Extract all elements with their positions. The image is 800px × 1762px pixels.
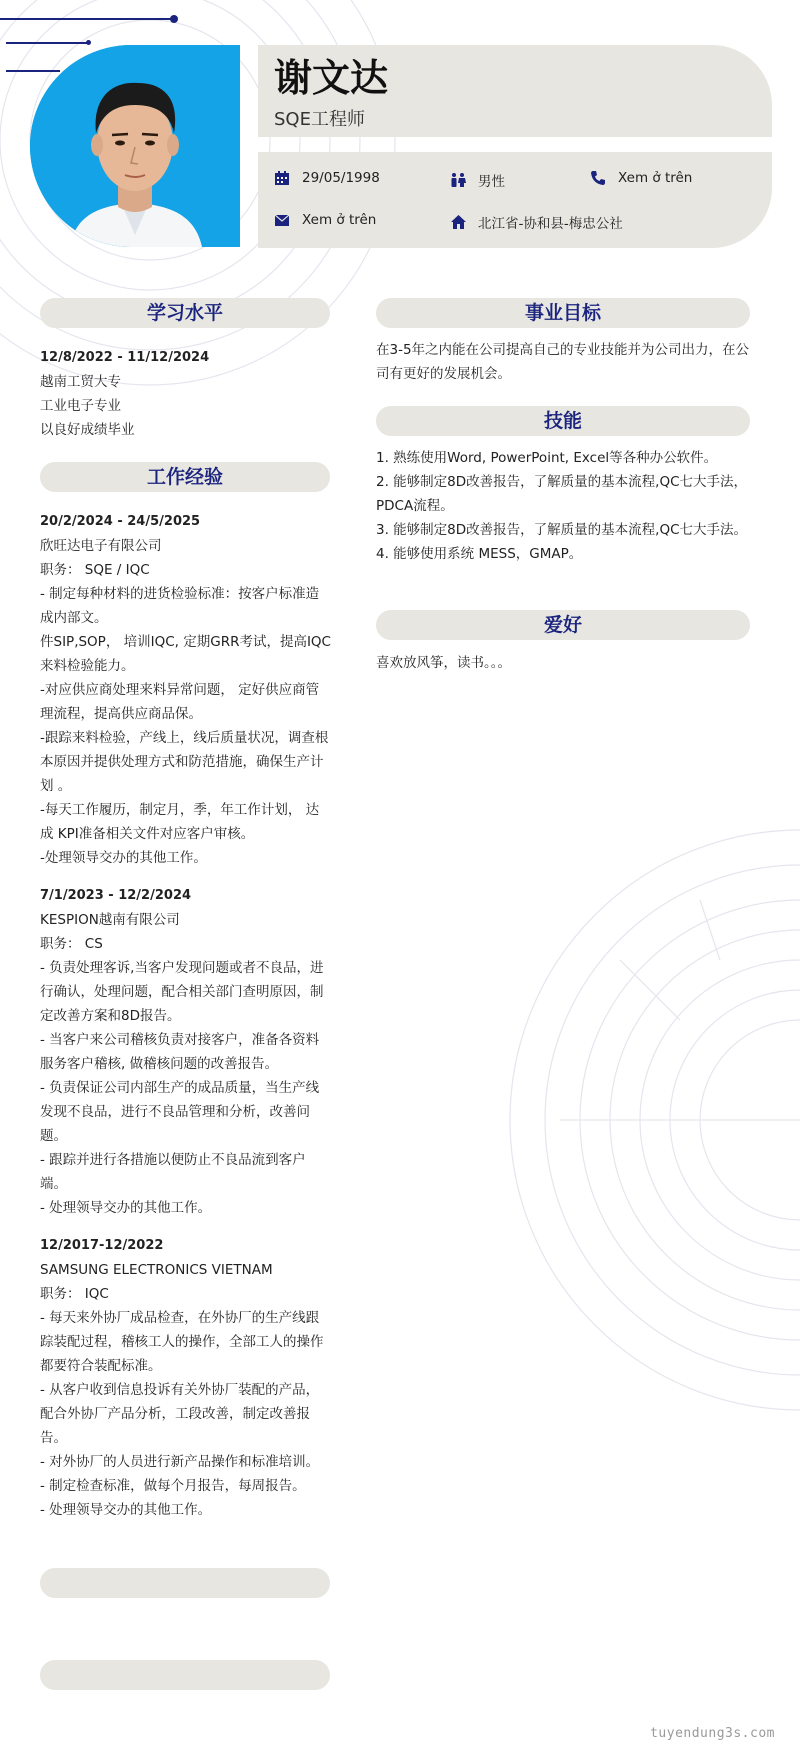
job-company: KESPION越南有限公司 <box>40 912 180 928</box>
decor-line <box>6 42 90 44</box>
decor-dot <box>86 40 91 45</box>
job-line: - 负责处理客诉,当客户发现问题或者不良品，进行确认，处理问题，配合相关部门查明原因，制定改善方案和8D报告。 <box>40 960 324 1024</box>
job-line: - 处理领导交办的其他工作。 <box>40 1502 212 1518</box>
empty-section-bar <box>40 1568 330 1598</box>
info-phone <box>590 170 692 186</box>
objective-text: 在3-5年之内能在公司提高自己的专业技能并为公司出力，在公司有更好的发展机会。 <box>376 342 750 382</box>
candidate-name: 谢文达 <box>274 56 389 100</box>
job-role: 职务： IQC <box>40 1286 109 1302</box>
job-line: -处理领导交办的其他工作。 <box>40 850 207 866</box>
skill-item: 3. 能够制定8D改善报告，了解质量的基本流程,QC七大手法。 <box>376 522 747 538</box>
job-line: - 处理领导交办的其他工作。 <box>40 1200 212 1216</box>
phone-icon <box>590 170 606 186</box>
email-value: Xem ở trên <box>302 212 377 228</box>
birthdate-value: 29/05/1998 <box>302 170 380 186</box>
experience-heading: 工作经验 <box>40 462 330 492</box>
decor-line <box>6 70 60 72</box>
profile-photo <box>30 45 240 247</box>
job-line: - 当客户来公司稽核负责对接客户，准备各资料服务客户稽核, 做稽核问题的改善报告。 <box>40 1032 320 1072</box>
objective-heading: 事业目标 <box>376 298 750 328</box>
job-line: -每天工作履历，制定月，季，年工作计划， 达成 KPI准备相关文件对应客户审核。 <box>40 802 320 842</box>
address-value: 北江省-协和县-梅忠公社 <box>478 216 623 232</box>
job-entry <box>40 1234 332 1522</box>
education-line: 工业电子专业 <box>40 398 121 414</box>
personal-info-panel <box>258 152 772 248</box>
hobbies-heading: 爱好 <box>376 610 750 640</box>
job-line: -对应供应商处理来料异常问题， 定好供应商管理流程，提高供应商品保。 <box>40 682 320 722</box>
job-line: -跟踪来料检验，产线上，线后质量状况，调查根本原因并提供处理方式和防范措施，确保生产计划 。 <box>40 730 329 794</box>
skill-item: 1. 熟练使用Word, PowerPoint, Excel等各种办公软件。 <box>376 450 718 466</box>
education-line: 以良好成绩毕业 <box>40 422 135 438</box>
gender-icon <box>450 172 466 188</box>
envelope-icon <box>274 212 290 228</box>
job-line: - 制定每种材料的进货检验标准：按客户标准造成内部文。 <box>40 586 320 626</box>
job-line: - 跟踪并进行各措施以便防止不良品流到客户端。 <box>40 1152 306 1192</box>
job-line: - 每天来外协厂成品检查，在外协厂的生产线跟踪装配过程，稽核工人的操作，全部工人的操作都要符合装配标准。 <box>40 1310 324 1374</box>
job-date: 7/1/2023 - 12/2/2024 <box>40 888 192 903</box>
job-company: SAMSUNG ELECTRONICS VIETNAM <box>40 1262 273 1278</box>
decor-dot <box>170 15 178 23</box>
info-address <box>450 212 623 232</box>
education-line: 越南工贸大专 <box>40 374 121 390</box>
education-section <box>40 346 332 442</box>
job-date: 12/2017-12/2022 <box>40 1238 164 1253</box>
job-role: 职务： CS <box>40 936 103 952</box>
name-panel <box>258 45 772 137</box>
job-line: - 从客户收到信息投诉有关外协厂装配的产品，配合外协厂产品分析，工段改善，制定改善报告。 <box>40 1382 320 1446</box>
education-date: 12/8/2022 - 11/12/2024 <box>40 350 210 365</box>
job-line: 件SIP,SOP， 培训IQC, 定期GRR考试，提高IQC来料检验能力。 <box>40 634 331 674</box>
job-role: 职务： SQE / IQC <box>40 562 150 578</box>
info-birthdate <box>274 170 380 186</box>
hobbies-text: 喜欢放风筝，读书。。。 <box>376 655 511 671</box>
job-entry <box>40 884 332 1220</box>
phone-value: Xem ở trên <box>618 170 693 186</box>
skills-section <box>376 446 754 566</box>
skill-item: 4. 能够使用系统 MESS，GMAP。 <box>376 546 583 562</box>
decor-line <box>0 18 172 20</box>
job-title: SQE工程师 <box>274 109 365 130</box>
job-company: 欣旺达电子有限公司 <box>40 538 162 554</box>
site-watermark: tuyendung3s.com <box>650 1726 775 1741</box>
gender-value: 男性 <box>478 174 505 190</box>
education-heading: 学习水平 <box>40 298 330 328</box>
empty-section-bar <box>40 1660 330 1690</box>
job-line: - 对外协厂的人员进行新产品操作和标准培训。 <box>40 1454 320 1470</box>
job-date: 20/2/2024 - 24/5/2025 <box>40 514 201 529</box>
job-line: - 负责保证公司内部生产的成品质量，当生产线发现不良品，进行不良品管理和分析，改善问题。 <box>40 1080 320 1144</box>
info-gender <box>450 170 505 190</box>
calendar-icon <box>274 170 290 186</box>
skill-item: 2. 能够制定8D改善报告，了解质量的基本流程,QC七大手法，PDCA流程。 <box>376 474 747 514</box>
job-entry <box>40 510 332 870</box>
experience-section <box>40 510 332 1536</box>
skills-heading: 技能 <box>376 406 750 436</box>
info-email <box>274 212 376 228</box>
home-icon <box>450 214 466 230</box>
job-line: - 制定检查标准，做每个月报告，每周报告。 <box>40 1478 306 1494</box>
